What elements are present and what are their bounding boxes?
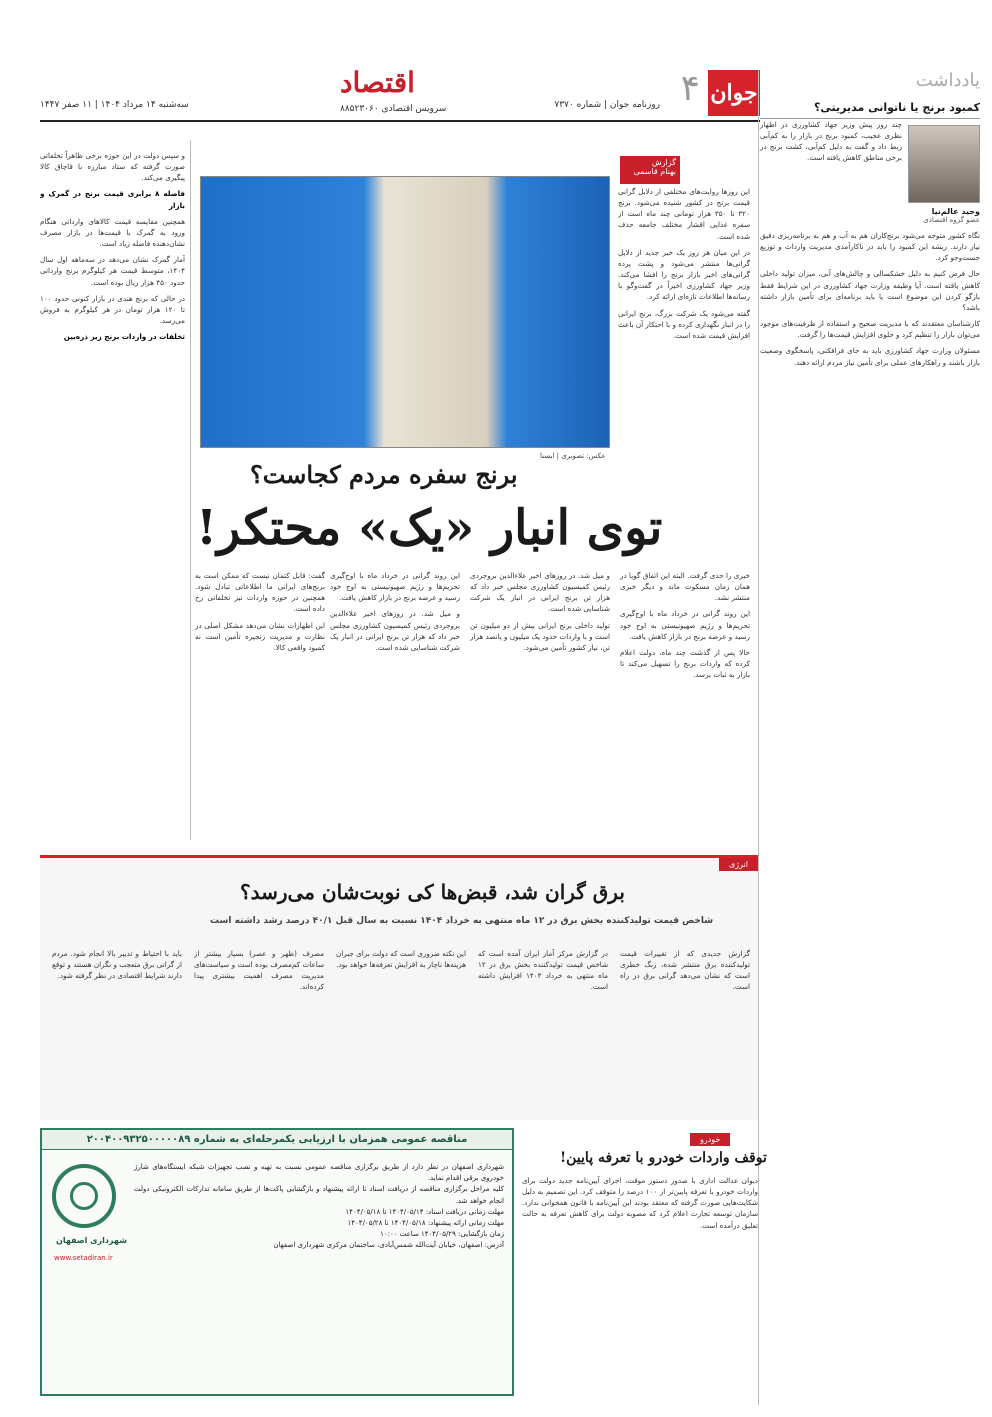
column-divider xyxy=(190,140,191,840)
opinion-paragraph: نگاه کشور متوجه می‌شود برنج‌کاران هم به آب و هم به برنامه‌ریزی دقیق نیاز دارند. ریشه این کمبود را باید در ناکارآمدی مدیریت واردات و توزیع جست‌وجو کرد. xyxy=(760,231,980,263)
report-kicker xyxy=(620,156,680,184)
opinion-paragraph: چند روز پیش وزیر جهاد کشاورزی در اظهار نظری عجیب، کمبود برنج در بازار را به کم‌آبی ربط داد و گفت به دلیل کم‌آبی، کشت برنج در برخی مناطق کاهش یافته است. xyxy=(760,120,902,163)
service-line: سرویس اقتصادی ۸۸۵۲۳۰۶۰ xyxy=(340,104,447,114)
issue-info: روزنامه جوان | شماره ۷۳۷۰ xyxy=(554,100,660,110)
masthead xyxy=(40,62,760,132)
municipality-logo-icon xyxy=(52,1164,116,1228)
masthead-rule xyxy=(40,120,760,122)
left-paragraph: و سپس دولت در این حوزه برخی ظاهراً تخلفاتی صورت گرفته که ستاد مبارزه با قاچاق کالا پیگیری می‌کند. xyxy=(40,151,185,183)
report-paragraph: این روند گرانی در خرداد ماه با اوج‌گیری تحریم‌ها و رژیم صهیونیستی به اوج خود رسید و عرضه برنج در بازار کاهش یافت. xyxy=(620,609,750,641)
date-line: سه‌شنبه ۱۴ مرداد ۱۴۰۴ | ۱۱ صفر ۱۴۴۷ xyxy=(40,100,189,110)
report-paragraph: این روزها روایت‌های مختلفی از دلایل گرانی قیمت برنج در کشور شنیده می‌شود. برنج ۳۲۰ تا ۳۵۰ هزار تومانی چند ماه است از سفره غذایی اقشار مختلف جامعه حذف شده است. xyxy=(618,187,750,241)
ad-line: شهرداری اصفهان در نظر دارد از طریق برگزاری مناقصه عمومی نسبت به تهیه و نصب تجهیزات شبکه ایستگاه‌های شارژ خودروی برقی اقدام نماید. xyxy=(134,1163,504,1183)
page-number: ۴ xyxy=(680,68,700,109)
report-paragraph: در این میان هر روز یک خبر جدید از دلایل گرانی‌ها منتشر می‌شود و پشت پرده گرانی‌های اخیر بازار برنج را افشا می‌کند. وزیر جهاد کشاورزی اخیراً در گفت‌وگو با رسانه‌ها اطلاعات تازه‌ای ارائه کرد. xyxy=(618,247,750,302)
electricity-subtitle: شاخص قیمت تولیدکننده بخش برق در ۱۲ ماه منتهی به خرداد ۱۴۰۴ نسبت به سال قبل ۴۰/۱ درصد رشد داشته است xyxy=(210,916,714,926)
report-paragraph: خبری را جدی گرفت. البته این اتفاق گویا در همان زمان مسکوت ماند و دیگر خبری منتشر نشد. xyxy=(620,571,750,603)
left-subheading: فاصله ۸ برابری قیمت برنج در گمرک و بازار xyxy=(40,189,185,210)
opinion-column xyxy=(760,70,980,1405)
electricity-title[interactable]: برق گران شد، قبض‌ها کی نوبت‌شان می‌رسد؟ xyxy=(240,880,625,904)
report-col-3 xyxy=(470,570,610,840)
electricity-col: مصرف (ظهر و عصر) بسیار بیشتر از ساعات کم‌مصرف بوده است و سیاست‌های مدیریت مصرف اهمیت بیشتری پیدا کرده‌اند. xyxy=(194,949,324,992)
headline-sub[interactable]: برنج سفره مردم کجاست؟ xyxy=(250,460,518,489)
opinion-paragraph: کارشناسان معتقدند که با مدیریت صحیح و استفاده از ظرفیت‌های موجود می‌توان بازار را تنظیم کرد و جلوی افزایش قیمت‌ها را گرفت. xyxy=(760,319,980,340)
electricity-col: در گزارش مرکز آمار ایران آمده است که شاخص قیمت تولیدکننده بخش برق در ۱۲ ماه منتهی به خرداد ۱۴۰۴ افزایش داشته است. xyxy=(478,949,608,992)
ad-line: کلیه مراحل برگزاری مناقصه از دریافت اسناد تا ارائه پیشنهاد و بازگشایی پاکت‌ها از طریق سامانه تدارکات الکترونیکی دولت انجام خواهد شد. xyxy=(134,1185,504,1205)
auto-text: دیوان عدالت اداری با صدور دستور موقت، اجرای آیین‌نامه جدید دولت برای واردات خودرو با تعرفه پایین‌تر از ۱۰۰ درصد را متوقف کرد. این تصمیم به دلیل شکایت‌هایی صورت گرفته که معتقد بودند این آیین‌نامه با قانون همخوانی ندارد. سازمان توسعه تجارت اعلام کرد که مصوبه دولت برای کاهش تعرفه به حالت تعلیق درآمده است. xyxy=(522,1176,758,1230)
opinion-title[interactable]: کمبود برنج یا ناتوانی مدیریتی؟ xyxy=(760,101,980,119)
left-paragraph: در حالی که برنج هندی در بازار کنونی حدود ۱۰۰ تا ۱۲۰ هزار تومان در هر کیلوگرم به فروش می‌رسد. xyxy=(40,293,185,326)
report-paragraph: تولید داخلی برنج ایرانی بیش از دو میلیون تن است و با واردات حدود یک میلیون و پانصد هزار تن، نیاز کشور تأمین می‌شود. xyxy=(470,620,610,652)
ad-line: مهلت زمانی دریافت اسناد: ۱۴۰۴/۰۵/۱۴ تا ۱۴۰۴/۰۵/۱۸ xyxy=(345,1207,504,1216)
ad-org: شهرداری اصفهان xyxy=(56,1236,128,1245)
report-paragraph: و میل شد. در روزهای اخیر علاءالدین بروجردی رئیس کمیسیون کشاورزی مجلس خبر داد که هزار تن برنج ایرانی در انبار یک شرکت شناسایی شده است. xyxy=(330,609,460,652)
report-col-5 xyxy=(195,570,325,840)
report-col-4 xyxy=(330,570,460,840)
opinion-paragraph: مسئولان وزارت جهاد کشاورزی باید به جای فرافکنی، پاسخگوی وضعیت بازار باشند و راهکارهای عملی برای تأمین نیاز مردم ارائه دهند. xyxy=(760,346,980,367)
ad-site-link[interactable]: www.setadiran.ir xyxy=(54,1254,113,1262)
section-title: اقتصاد xyxy=(340,66,415,99)
left-subheading: تخلفات در واردات برنج زیر ذره‌بین xyxy=(63,332,185,342)
report-kicker-author: بهنام قاسمی xyxy=(633,167,676,176)
left-paragraph: همچنین مقایسه قیمت کالاهای وارداتی هنگام ورود به گمرک با قیمت‌ها در بازار مصرف نشان‌دهنده فاصله زیاد است. xyxy=(40,216,185,249)
opinion-text-body xyxy=(760,230,980,368)
report-paragraph: حالا پس از گذشت چند ماه، دولت اعلام کرده که واردات برنج را تسهیل می‌کند تا بازار به ثبات برسد. xyxy=(620,647,750,680)
newspaper-logo[interactable]: جوان xyxy=(708,70,760,116)
headline-main[interactable]: توی انبار «یک» محتکر! xyxy=(196,500,663,556)
electricity-tag: انرژی xyxy=(719,858,758,871)
left-column xyxy=(40,150,185,840)
report-paragraph: این اظهارات نشان می‌دهد مشکل اصلی در نظارت و مدیریت زنجیره تأمین است نه کمبود واقعی کالا. xyxy=(195,620,325,652)
report-col-2 xyxy=(620,570,750,840)
left-paragraph: آمار گمرک نشان می‌دهد در سه‌ماهه اول سال ۱۴۰۴، متوسط قیمت هر کیلوگرم برنج وارداتی حدود ۴۵۰ هزار ریال بوده است. xyxy=(40,255,185,287)
auto-tag: خودرو xyxy=(690,1133,730,1146)
ad-line: آدرس: اصفهان، خیابان آیت‌الله شمس‌آبادی، ساختمان مرکزی شهرداری اصفهان xyxy=(273,1241,504,1250)
author-photo xyxy=(908,125,980,203)
report-paragraph: این روند گرانی در خرداد ماه با اوج‌گیری تحریم‌ها و رژیم صهیونیستی به اوج خود رسید و عرضه برنج در بازار کاهش یافت. xyxy=(330,571,460,603)
tender-advertisement[interactable] xyxy=(40,1128,514,1396)
photo-credit: عکس: تصویری | ایسنا xyxy=(540,452,606,460)
report-kicker-label: گزارش xyxy=(651,158,676,167)
opinion-paragraph: حال فرض کنیم به دلیل خشکسالی و چالش‌های آبی، میزان تولید داخلی کاهش یافته است. آیا وظیفه وزارت جهاد کشاورزی در این شرایط فقط بازگو کردن این موضوع است یا باید برنامه‌ای برای تأمین بازار داشته باشد؟ xyxy=(760,269,980,312)
report-paragraph: گفت: قابل کتمان نیست که ممکن است به برنج‌های ایرانی ما اطلاعاتی تبادل شود. همچنین در حوزه واردات نیز تخلفاتی رخ داده است. xyxy=(195,571,325,614)
report-paragraph: گفته می‌شود یک شرکت بزرگ، برنج ایرانی را در انبار نگهداری کرده و با احتکار آن باعث افزایش قیمت شده است. xyxy=(618,308,750,340)
author-name: وحید عالم‌نیا xyxy=(931,207,980,216)
ad-line: مهلت زمانی ارائه پیشنهاد: ۱۴۰۴/۰۵/۱۸ تا ۱۴۰۴/۰۵/۲۸ xyxy=(347,1218,504,1227)
rice-warehouse-photo[interactable] xyxy=(200,176,610,448)
column-divider xyxy=(758,70,759,1405)
auto-title[interactable]: توقف واردات خودرو با تعرفه پایین! xyxy=(560,1150,767,1166)
opinion-kicker: یادداشت xyxy=(915,70,980,91)
electricity-col: باید با احتیاط و تدبیر بالا انجام شود. مردم از گرانی برق متعجب و نگران هستند و توقع دارند شرایط اقتصادی در نظر گرفته شود. xyxy=(52,949,182,981)
report-paragraph: و میل شد. در روزهای اخیر علاءالدین بروجردی رئیس کمیسیون کشاورزی مجلس خبر داد که هزار تن برنج ایرانی در انبار یک شرکت شناسایی شده است. xyxy=(470,571,610,614)
report-col-1 xyxy=(618,186,750,516)
electricity-col: این نکته ضروری است که دولت برای جبران هزینه‌ها ناچار به افزایش تعرفه‌ها خواهد بود. xyxy=(336,949,466,970)
electricity-col: گزارش جدیدی که از تغییرات قیمت تولیدکننده برق منتشر شده، زنگ خطری است که نشان می‌دهد گرانی برق در راه است. xyxy=(620,949,750,992)
ad-line: زمان بازگشایی: ۱۴۰۴/۰۵/۲۹ ساعت ۱۰:۰۰ xyxy=(380,1230,504,1239)
author-role: عضو گروه اقتصادی xyxy=(923,216,980,224)
ad-header: مناقصه عمومی همزمان با ارزیابی یکمرحله‌ای به شماره ۲۰۰۴۰۰۹۳۲۵۰۰۰۰۰۸۹ xyxy=(42,1130,512,1150)
ad-body xyxy=(134,1162,504,1252)
electricity-article xyxy=(40,855,758,1120)
